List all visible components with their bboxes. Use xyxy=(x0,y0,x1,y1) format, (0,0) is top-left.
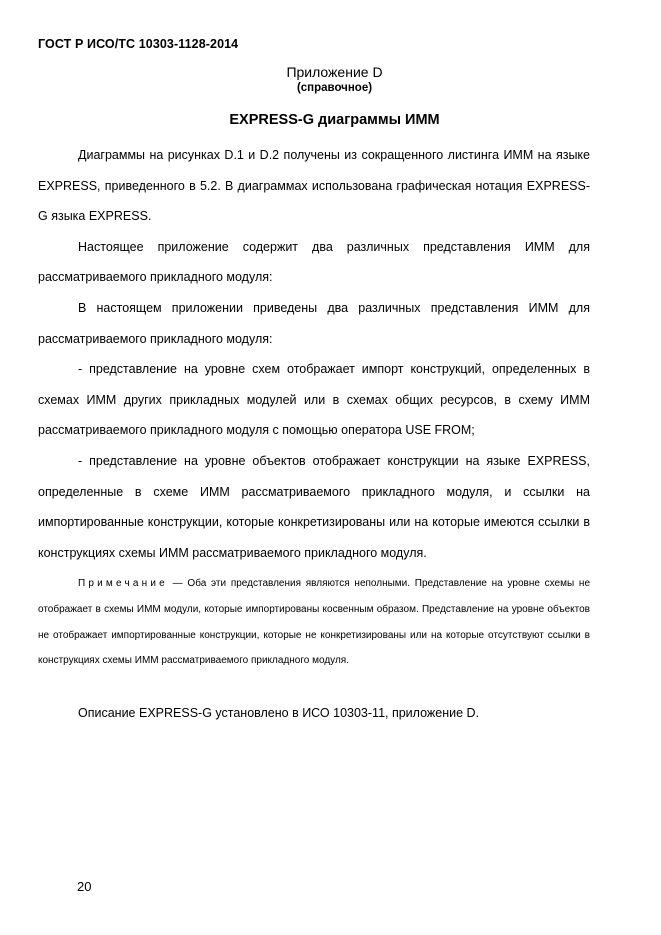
note-dash: — xyxy=(172,578,183,589)
closing-text xyxy=(38,698,590,728)
page-number: 20 xyxy=(77,879,92,894)
note-text: Оба эти представления являются неполными. Представление на уровне схемы не отображает в схемы ИММ модули, которые импортированы косвенным образом. Представление на уровне объектов не отображает импортированные конструкции, которые не конкретизированы или на которые отсутствуют ссылки в конструкциях схемы ИММ рассматриваемого прикладного модуля. xyxy=(38,578,591,667)
section-title: EXPRESS-G диаграммы ИММ xyxy=(229,112,440,128)
paragraph-diagrams: Диаграммы на рисунках D.1 и D.2 получены из сокращенного листинга ИММ на языке EXPRESS, приведенного в 5.2. В диаграммах использована графическая нотация EXPRESS-G языка EXPRESS. xyxy=(38,148,590,224)
note-label: Примечание xyxy=(78,578,168,589)
appendix-subtitle: (справочное) xyxy=(296,82,373,94)
note-block xyxy=(38,571,590,674)
appendix-title: Приложение D xyxy=(286,64,383,80)
paragraph-appendix-presents: В настоящем приложении приведены два различных представления ИММ для рассматриваемого прикладного модуля: xyxy=(38,300,590,346)
paragraph-appendix-contains: Настоящее приложение содержит два различных представления ИММ для рассматриваемого прикладного модуля: xyxy=(38,239,590,285)
list-item-entity-level: - представление на уровне объектов отображает конструкции на языке EXPRESS, определенные в схеме ИММ рассматриваемого прикладного модуля, и ссылки на импортированные конструкции, которые конкретизированы или на которые имеются ссылки в конструкциях схемы ИММ рассматриваемого прикладного модуля. xyxy=(38,453,590,560)
standard-header: ГОСТ Р ИСО/ТС 10303-1128-2014 xyxy=(38,37,239,51)
body-text xyxy=(38,140,590,568)
list-item-schema-level: - представление на уровне схем отображает импорт конструкций, определенных в схемах ИММ других прикладных модулей или в схемах общих ресурсов, в схему ИММ рассматриваемого прикладного модуля с помощью оператора USE FROM; xyxy=(38,362,590,438)
closing-paragraph: Описание EXPRESS-G установлено в ИСО 10303-11, приложение D. xyxy=(78,706,480,720)
